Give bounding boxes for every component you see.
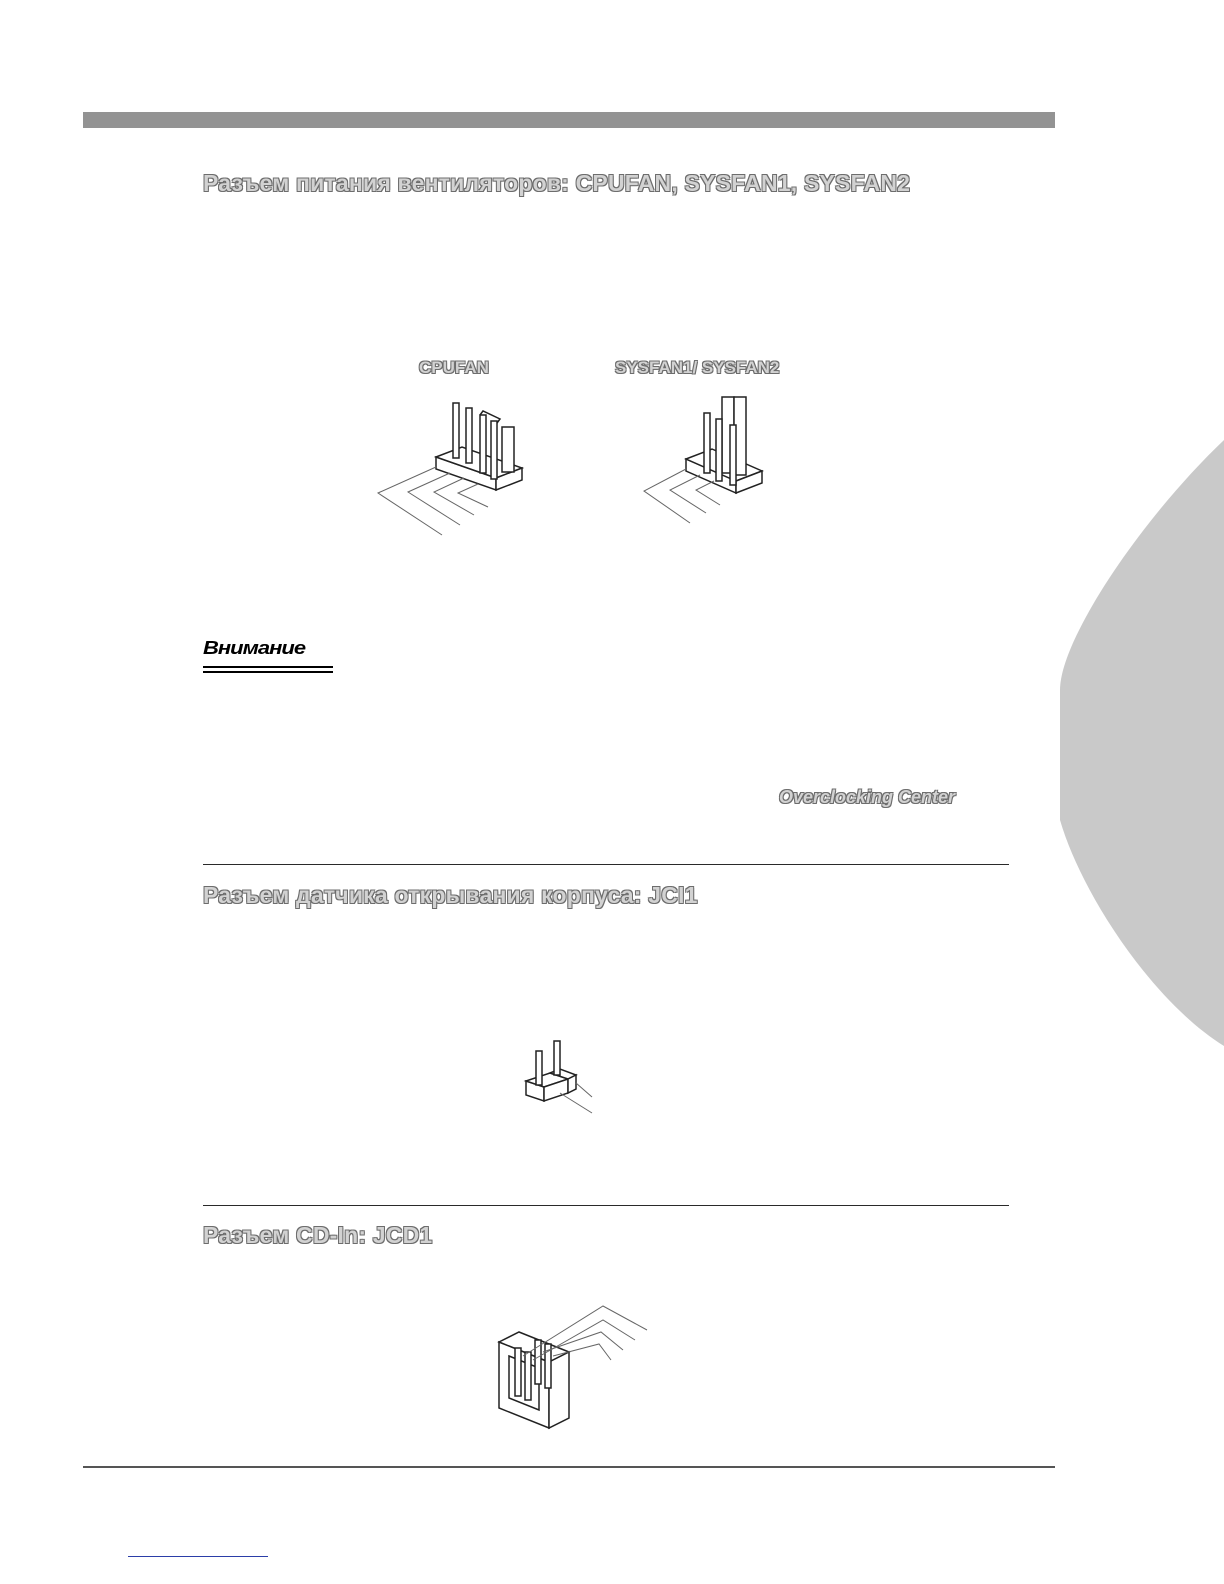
attention-underline [203,666,333,668]
jci1-connector-diagram [520,1035,610,1115]
cpufan-label: CPUFAN [419,358,489,377]
attention-title: Внимание [203,637,306,659]
cdin-section-title: Разъем CD-In: JCD1 [203,1222,433,1248]
top-bar [83,112,1055,128]
overclocking-center-note: Overclocking Center [779,787,956,807]
sysfan-connector-diagram [640,395,790,525]
sysfan-label: SYSFAN1/ SYSFAN2 [615,358,780,377]
chassis-section-title: Разъем датчика открывания корпуса: JCI1 [203,882,698,908]
cpufan-connector-diagram [370,395,540,540]
fan-section-title: Разъем питания вентиляторов: CPUFAN, SYSFAN1, SYSFAN2 [203,170,911,196]
footer-link-underline [128,1556,268,1557]
divider-cdin [203,1205,1009,1206]
jcd1-connector-diagram [495,1300,655,1430]
side-chapter-tab [1060,440,1224,1046]
attention-underline-2 [203,671,333,673]
divider-chassis [203,864,1009,865]
footer-rule [83,1466,1055,1468]
